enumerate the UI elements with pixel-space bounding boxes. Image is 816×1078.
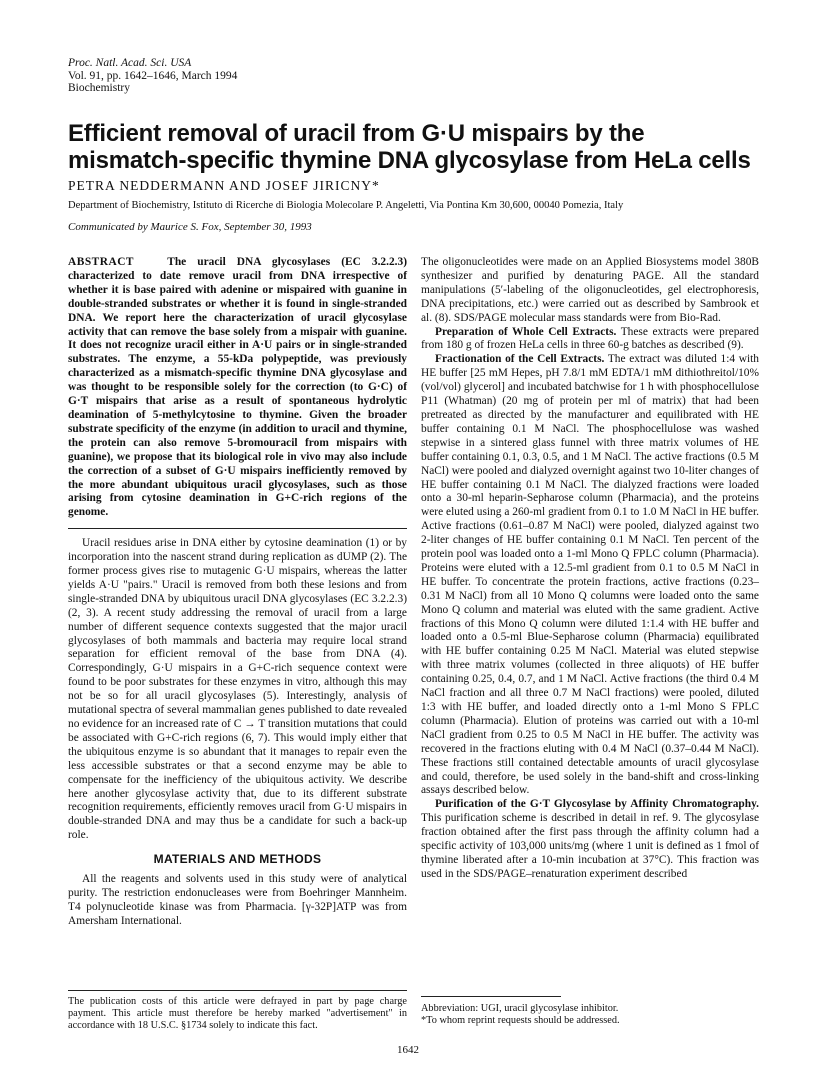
author-list: PETRA NEDDERMANN AND JOSEF JIRICNY* (68, 178, 380, 193)
footnotes (421, 1003, 759, 1027)
abstract-text: The uracil DNA glycosylases (EC 3.2.2.3) characterized to date remove uracil from DNA irrespective of whether it is base paired with adenine or mispaired with guanine in double-stranded substrates or whether it is found in single-stranded DNA. We report here the characterization of uracil glycosylase activity that can remove the base solely from a mispair with guanine. It does not recognize uracil either in A·U pairs or in single-stranded substrates. The enzyme, a 55-kDa polypeptide, was previously characterized as a mismatch-specific thymine DNA glycosylase and was thought to be responsible solely for the correction (to G·C) of G·T mispairs that arise as a result of spontaneous hydrolytic deamination of 5-methylcytosine to thymine. Given the broader substrate specificity of the enzyme (in addition to uracil and thymine, the protein can also remove 5-bromouracil from mispairs with guanine), we propose that its biological role in vivo may also include the correction of a subset of G·U mispairs inefficiently removed by the more abundant ubiquitous uracil glycosylases, such as those arising from cytosine deamination in G+C-rich regions of the genome. (68, 256, 407, 519)
section-heading: MATERIALS AND METHODS (153, 852, 322, 867)
running-header (68, 57, 237, 95)
publication-cost-note: The publication costs of this article were defrayed in part by page charge payment. This article must therefore be hereby marked "advertisement" in accordance with 18 U.S.C. §1734 solely to indicate this fact. (68, 996, 407, 1031)
purification-text: This purification scheme is described in detail in ref. 9. The glycosylase fraction obtained after the first pass through the affinity column had a specific activity of 103,000 units/mg (where 1 unit is defined as 1 fmol of thymine liberated after a 10-min incubation at 37°C). This fraction was used in the SDS/PAGE–renaturation experiment described (421, 812, 759, 880)
abbreviation-footnote: Abbreviation: UGI, uracil glycosylase inhibitor. (421, 1003, 619, 1014)
page-number: 1642 (397, 1044, 419, 1056)
oligonucleotides-paragraph: The oligonucleotides were made on an Applied Biosystems model 380B synthesizer and purified by denaturing PAGE. All the standard manipulations (5′-labeling of the oligonucleotides, gel electrophoresis, DNA precipitations, etc.) were carried out as described by Sambrook et al. (8). SDS/PAGE molecular mass standards were from Bio-Rad. (421, 256, 759, 324)
abstract-label: ABSTRACT (68, 256, 135, 268)
journal-name: Proc. Natl. Acad. Sci. USA (68, 57, 192, 69)
section-label: Biochemistry (68, 82, 130, 94)
fractionation-heading: Fractionation of the Cell Extracts. (435, 353, 605, 366)
abstract (68, 256, 407, 520)
affiliation: Department of Biochemistry, Istituto di Ricerche di Biologia Molecolare P. Angeletti, Via Pontina Km 30,600, 00040 Pomezia, Italy (68, 200, 624, 211)
left-column (68, 256, 407, 929)
extracts-heading: Preparation of Whole Cell Extracts. (435, 325, 617, 338)
volume-info: Vol. 91, pp. 1642–1646, March 1994 (68, 69, 238, 82)
right-column (421, 256, 759, 882)
article-title: Efficient removal of uracil from G·U mispairs by the mismatch-specific thymine DNA glycosylase from HeLa cells (68, 120, 751, 174)
extracts-text: These extracts were prepared from 180 g of frozen HeLa cells in three 60-g batches as described (9). (421, 325, 759, 352)
abstract-divider (68, 528, 407, 529)
purification-heading: Purification of the G·T Glycosylase by Affinity Chromatography. (435, 798, 759, 811)
footnote-rule-right (421, 996, 561, 997)
communicated-by: Communicated by Maurice S. Fox, September 30, 1993 (68, 221, 312, 233)
fractionation-text: The extract was diluted 1:4 with HE buffer [25 mM Hepes, pH 7.8/1 mM EDTA/1 mM dithiothreitol/10% (vol/vol) glycerol] and incubated batchwise for 1 h with phosphocellulose P11 (Whatman) (20 mg of protein per ml of matrix) that had been pretreated as directed by the manufacturer and equilibrated with HE buffer containing 0.1 M NaCl. The phosphocellulose was washed stepwise in a sintered glass funnel with three matrix volumes of HE buffer containing 0.1, 0.3, 0.5, and 1 M NaCl. The active fractions (0.5 M NaCl) were pooled and dialyzed overnight against two 10-liter changes of HE buffer containing 0.1 M NaCl. The dialyzed fractions were loaded onto a 30-ml heparin-Sepharose column (Pharmacia), and the proteins were eluted using a 260-ml gradient from 0.1 to 1.0 M NaCl in HE buffer. Active fractions (0.61–0.87 M NaCl) were pooled, dialyzed against two 2-liter changes of HE buffer containing 0.1 M NaCl. Ten percent of the protein pool was loaded onto a 1-ml Mono Q FPLC column (Pharmacia). Proteins were eluted with a 12.5-ml gradient from 0.1 to 0.5 M NaCl in HE buffer. To concentrate the protein fractions, active fractions (0.23–0.31 M NaCl) from all 10 Mono Q columns were loaded onto the same Mono Q column and material was eluted with the same gradient. Active fractions of this Mono Q column were diluted 1:1.4 with HE buffer and loaded onto a 0.5-ml Blue-Sepharose column (Pharmacia) equilibrated with HE buffer containing 0.25 M NaCl. Material was eluted stepwise with three matrix volumes (collected in three aliquots) of HE buffer containing 0.25, 0.4, 0.7, and 1 M NaCl. Active fractions (the third 0.4 M NaCl fraction and all three 0.7 M NaCl fractions) were pooled, diluted 1:3 with HE buffer, and loaded directly onto a 1-ml Mono S FPLC column (Pharmacia). Elution of proteins was carried out with a 10-ml NaCl gradient from 0.25 to 0.5 M NaCl in HE buffer. The activity was recovered in the fractions eluting with 0.4 M NaCl (0.37–0.44 M NaCl). These fractions still contained detectable amounts of uracil glycosylase and could, therefore, be used solely in the band-shift and cross-linking assays described below. (421, 353, 760, 797)
purification-paragraph (421, 798, 759, 881)
fractionation-paragraph (421, 353, 759, 798)
methods-paragraph: All the reagents and solvents used in this study were of analytical purity. The restriction endonucleases were from Boehringer Mannheim. T4 polynucleotide kinase was from Pharmacia. [γ-32P]ATP was from Amersham International. (68, 873, 407, 927)
footnote-rule-left (68, 990, 407, 991)
extracts-paragraph (421, 326, 759, 354)
correspondence-footnote: *To whom reprint requests should be addressed. (421, 1015, 620, 1026)
intro-paragraph: Uracil residues arise in DNA either by cytosine deamination (1) or by incorporation into the nascent strand during replication as dUMP (2). The former process gives rise to mutagenic G·U mispairs, whereas the latter yields A·U "pairs." Uracil is removed from both these lesions and from single-stranded DNA by ubiquitous uracil DNA glycosylases (EC 3.2.2.3) (2, 3). A recent study addressing the removal of uracil from a large number of different sequence contexts suggested that the major uracil glycosylases of both mammals and bacteria may require local strand separation for efficient removal of the base from DNA (4). Correspondingly, G·U mispairs in a G+C-rich sequence context were found to be poor substrates for these enzymes in vitro, although this may not be so for all uracil glycosylases (5). Interestingly, analysis of mutational spectra of several mammalian genes published to date revealed no evidence for an increased rate of C → T transition mutations that could be associated with G+C-rich regions (6, 7). This would imply either that the ubiquitous enzyme is so abundant that it manages to repair even the less accessible substrates or that a second enzyme may be able to compensate for the inefficiency of the ubiquitous activity. We describe here another glycosylase activity that, due to its different substrate recognition requirements, efficiently removes uracil from G·U mispairs in double-stranded DNA and may thus be a candidate for such a back-up role. (68, 537, 407, 842)
